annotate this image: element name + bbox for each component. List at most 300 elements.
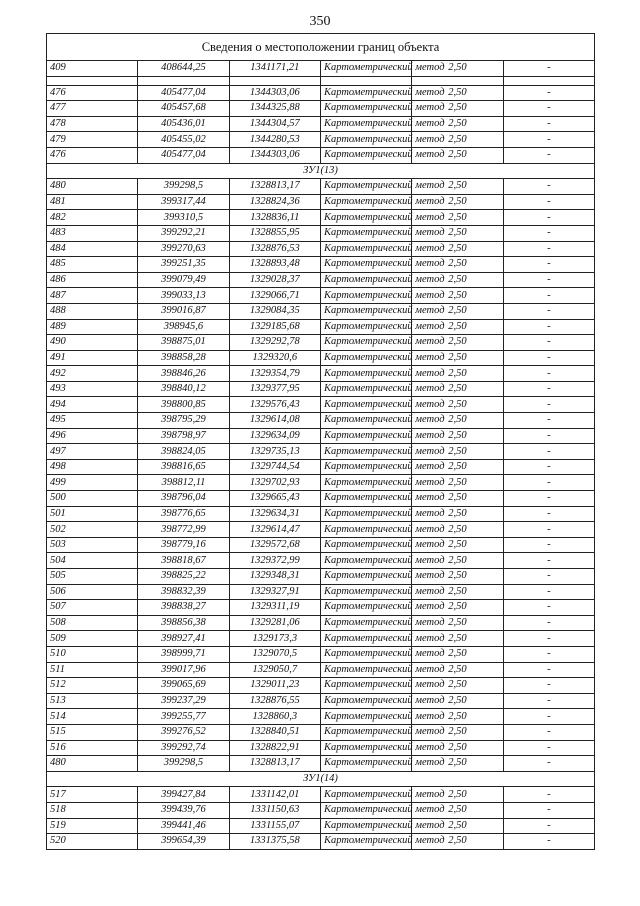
point-number-cell: 519 [47,818,138,834]
method-cell: Картометрический метод [320,537,411,553]
table-row [47,662,595,678]
method-cell: Картометрический метод [320,85,411,101]
x-coordinate-cell: 398927,41 [138,631,229,647]
point-number-cell: 504 [47,553,138,569]
precision-cell: 2,50 [412,132,503,148]
point-number-cell: 477 [47,101,138,117]
table-title: Сведения о местоположении границ объекта [47,34,595,61]
x-coordinate-cell: 399016,87 [138,303,229,319]
description-cell: - [503,724,594,740]
x-coordinate-cell: 398772,99 [138,522,229,538]
precision-cell: 2,50 [412,257,503,273]
table-row [47,584,595,600]
point-number-cell: 513 [47,693,138,709]
method-cell: Картометрический метод [320,428,411,444]
y-coordinate-cell: 1328893,48 [229,257,320,273]
point-number-cell: 483 [47,225,138,241]
y-coordinate-cell: 1329185,68 [229,319,320,335]
table-row [47,288,595,304]
y-coordinate-cell: 1329320,6 [229,350,320,366]
x-coordinate-cell: 399310,5 [138,210,229,226]
table-row [47,335,595,351]
method-cell: Картометрический метод [320,693,411,709]
description-cell: - [503,194,594,210]
table-row [47,85,595,101]
method-cell: Картометрический метод [320,459,411,475]
precision-cell: 2,50 [412,506,503,522]
precision-cell: 2,50 [412,631,503,647]
x-coordinate-cell: 398818,67 [138,553,229,569]
table-row [47,491,595,507]
description-cell: - [503,537,594,553]
empty-cell [412,76,503,85]
table-row [47,459,595,475]
description-cell: - [503,413,594,429]
description-cell: - [503,459,594,475]
page-number: 350 [309,14,331,29]
description-cell: - [503,335,594,351]
description-cell: - [503,319,594,335]
y-coordinate-cell: 1329377,95 [229,381,320,397]
x-coordinate-cell: 405477,04 [138,147,229,163]
point-number-cell: 503 [47,537,138,553]
table-row [47,272,595,288]
description-cell: - [503,818,594,834]
point-number-cell: 497 [47,444,138,460]
point-number-cell: 481 [47,194,138,210]
y-coordinate-cell: 1331150,63 [229,802,320,818]
x-coordinate-cell: 399292,21 [138,225,229,241]
method-cell: Картометрический метод [320,756,411,772]
y-coordinate-cell: 1328855,95 [229,225,320,241]
y-coordinate-cell: 1329084,35 [229,303,320,319]
description-cell: - [503,709,594,725]
precision-cell: 2,50 [412,678,503,694]
table-row [47,818,595,834]
description-cell: - [503,132,594,148]
precision-cell: 2,50 [412,288,503,304]
y-coordinate-cell: 1329327,91 [229,584,320,600]
precision-cell: 2,50 [412,194,503,210]
description-cell: - [503,272,594,288]
method-cell: Картометрический метод [320,584,411,600]
method-cell: Картометрический метод [320,646,411,662]
method-cell: Картометрический метод [320,101,411,117]
point-number-cell: 480 [47,179,138,195]
description-cell: - [503,834,594,850]
description-cell: - [503,740,594,756]
method-cell: Картометрический метод [320,288,411,304]
precision-cell: 2,50 [412,85,503,101]
y-coordinate-cell: 1341171,21 [229,61,320,77]
table-row [47,147,595,163]
description-cell: - [503,444,594,460]
x-coordinate-cell: 399065,69 [138,678,229,694]
table-row [47,631,595,647]
precision-cell: 2,50 [412,413,503,429]
point-number-cell: 482 [47,210,138,226]
empty-cell [503,76,594,85]
x-coordinate-cell: 399298,5 [138,179,229,195]
y-coordinate-cell: 1329372,99 [229,553,320,569]
empty-cell [47,76,138,85]
precision-cell: 2,50 [412,147,503,163]
method-cell: Картометрический метод [320,787,411,803]
precision-cell: 2,50 [412,553,503,569]
point-number-cell: 492 [47,366,138,382]
method-cell: Картометрический метод [320,257,411,273]
description-cell: - [503,116,594,132]
table-row [47,537,595,553]
point-number-cell: 508 [47,615,138,631]
table-row [47,413,595,429]
description-cell: - [503,491,594,507]
point-number-cell: 495 [47,413,138,429]
point-number-cell: 493 [47,381,138,397]
precision-cell: 2,50 [412,475,503,491]
point-number-cell: 505 [47,569,138,585]
x-coordinate-cell: 399079,49 [138,272,229,288]
description-cell: - [503,428,594,444]
y-coordinate-cell: 1329744,54 [229,459,320,475]
description-cell: - [503,303,594,319]
point-number-cell: 490 [47,335,138,351]
description-cell: - [503,381,594,397]
precision-cell: 2,50 [412,646,503,662]
method-cell: Картометрический метод [320,61,411,77]
method-cell: Картометрический метод [320,210,411,226]
description-cell: - [503,569,594,585]
x-coordinate-cell: 398856,38 [138,615,229,631]
x-coordinate-cell: 399427,84 [138,787,229,803]
precision-cell: 2,50 [412,428,503,444]
point-number-cell: 409 [47,61,138,77]
x-coordinate-cell: 398824,05 [138,444,229,460]
table-row [47,116,595,132]
y-coordinate-cell: 1328876,55 [229,693,320,709]
description-cell: - [503,678,594,694]
precision-cell: 2,50 [412,709,503,725]
x-coordinate-cell: 398800,85 [138,397,229,413]
y-coordinate-cell: 1329311,19 [229,600,320,616]
y-coordinate-cell: 1329354,79 [229,366,320,382]
precision-cell: 2,50 [412,366,503,382]
description-cell: - [503,350,594,366]
table-row [47,257,595,273]
precision-cell: 2,50 [412,802,503,818]
point-number-cell: 480 [47,756,138,772]
y-coordinate-cell: 1328813,17 [229,179,320,195]
table-row [47,397,595,413]
y-coordinate-cell: 1329281,06 [229,615,320,631]
method-cell: Картометрический метод [320,444,411,460]
table-row [47,179,595,195]
precision-cell: 2,50 [412,584,503,600]
point-number-cell: 510 [47,646,138,662]
point-number-cell: 518 [47,802,138,818]
x-coordinate-cell: 399441,46 [138,818,229,834]
point-number-cell: 514 [47,709,138,725]
point-number-cell: 488 [47,303,138,319]
description-cell: - [503,397,594,413]
description-cell: - [503,584,594,600]
method-cell: Картометрический метод [320,147,411,163]
description-cell: - [503,802,594,818]
description-cell: - [503,257,594,273]
y-coordinate-cell: 1328813,17 [229,756,320,772]
precision-cell: 2,50 [412,834,503,850]
method-cell: Картометрический метод [320,802,411,818]
empty-cell [320,76,411,85]
y-coordinate-cell: 1328860,3 [229,709,320,725]
y-coordinate-cell: 1329011,23 [229,678,320,694]
y-coordinate-cell: 1329070,5 [229,646,320,662]
point-number-cell: 479 [47,132,138,148]
table-row [47,319,595,335]
precision-cell: 2,50 [412,600,503,616]
description-cell: - [503,288,594,304]
y-coordinate-cell: 1328840,51 [229,724,320,740]
point-number-cell: 520 [47,834,138,850]
table-row [47,444,595,460]
y-coordinate-cell: 1329576,43 [229,397,320,413]
y-coordinate-cell: 1329634,09 [229,428,320,444]
method-cell: Картометрический метод [320,818,411,834]
point-number-cell: 496 [47,428,138,444]
y-coordinate-cell: 1329173,3 [229,631,320,647]
point-number-cell: 489 [47,319,138,335]
table-row [47,834,595,850]
x-coordinate-cell: 399298,5 [138,756,229,772]
table-row [47,225,595,241]
point-number-cell: 511 [47,662,138,678]
description-cell: - [503,210,594,226]
x-coordinate-cell: 399317,44 [138,194,229,210]
method-cell: Картометрический метод [320,491,411,507]
table-row [47,303,595,319]
description-cell: - [503,179,594,195]
y-coordinate-cell: 1329665,43 [229,491,320,507]
description-cell: - [503,631,594,647]
table-row [47,709,595,725]
y-coordinate-cell: 1329050,7 [229,662,320,678]
table-row [47,210,595,226]
table-row [47,350,595,366]
y-coordinate-cell: 1344280,53 [229,132,320,148]
point-number-cell: 499 [47,475,138,491]
method-cell: Картометрический метод [320,834,411,850]
precision-cell: 2,50 [412,693,503,709]
description-cell: - [503,600,594,616]
table-row [47,241,595,257]
y-coordinate-cell: 1329735,13 [229,444,320,460]
point-number-cell: 476 [47,147,138,163]
table-row [47,569,595,585]
description-cell: - [503,475,594,491]
x-coordinate-cell: 398838,27 [138,600,229,616]
x-coordinate-cell: 405477,04 [138,85,229,101]
table-row [47,756,595,772]
x-coordinate-cell: 398875,01 [138,335,229,351]
method-cell: Картометрический метод [320,662,411,678]
table-row [47,802,595,818]
precision-cell: 2,50 [412,61,503,77]
method-cell: Картометрический метод [320,724,411,740]
precision-cell: 2,50 [412,335,503,351]
table-row [47,381,595,397]
empty-cell [138,76,229,85]
x-coordinate-cell: 398812,11 [138,475,229,491]
section-label: ЗУ1(14) [47,771,595,787]
precision-cell: 2,50 [412,756,503,772]
point-number-cell: 486 [47,272,138,288]
precision-cell: 2,50 [412,491,503,507]
y-coordinate-cell: 1331375,58 [229,834,320,850]
x-coordinate-cell: 398999,71 [138,646,229,662]
x-coordinate-cell: 398858,28 [138,350,229,366]
x-coordinate-cell: 399033,13 [138,288,229,304]
table-row [47,132,595,148]
table-row [47,724,595,740]
y-coordinate-cell: 1329066,71 [229,288,320,304]
point-number-cell: 502 [47,522,138,538]
y-coordinate-cell: 1329028,37 [229,272,320,288]
description-cell: - [503,693,594,709]
precision-cell: 2,50 [412,787,503,803]
table-row [47,428,595,444]
x-coordinate-cell: 398776,65 [138,506,229,522]
precision-cell: 2,50 [412,101,503,117]
method-cell: Картометрический метод [320,413,411,429]
method-cell: Картометрический метод [320,366,411,382]
point-number-cell: 501 [47,506,138,522]
y-coordinate-cell: 1344303,06 [229,147,320,163]
section-label: ЗУ1(13) [47,163,595,179]
method-cell: Картометрический метод [320,319,411,335]
method-cell: Картометрический метод [320,397,411,413]
description-cell: - [503,522,594,538]
method-cell: Картометрический метод [320,132,411,148]
description-cell: - [503,756,594,772]
point-number-cell: 512 [47,678,138,694]
point-number-cell: 506 [47,584,138,600]
method-cell: Картометрический метод [320,740,411,756]
method-cell: Картометрический метод [320,631,411,647]
y-coordinate-cell: 1329614,08 [229,413,320,429]
method-cell: Картометрический метод [320,194,411,210]
table-row [47,787,595,803]
y-coordinate-cell: 1344325,88 [229,101,320,117]
point-number-cell: 485 [47,257,138,273]
precision-cell: 2,50 [412,241,503,257]
y-coordinate-cell: 1329292,78 [229,335,320,351]
y-coordinate-cell: 1331142,01 [229,787,320,803]
method-cell: Картометрический метод [320,522,411,538]
table-row [47,194,595,210]
y-coordinate-cell: 1328824,36 [229,194,320,210]
method-cell: Картометрический метод [320,569,411,585]
table-row [47,740,595,756]
precision-cell: 2,50 [412,179,503,195]
method-cell: Картометрический метод [320,600,411,616]
table-row [47,693,595,709]
point-number-cell: 500 [47,491,138,507]
description-cell: - [503,61,594,77]
point-number-cell: 507 [47,600,138,616]
description-cell: - [503,787,594,803]
table-row [47,615,595,631]
y-coordinate-cell: 1329634,31 [229,506,320,522]
y-coordinate-cell: 1344304,57 [229,116,320,132]
method-cell: Картометрический метод [320,272,411,288]
table-row [47,600,595,616]
precision-cell: 2,50 [412,615,503,631]
x-coordinate-cell: 405455,02 [138,132,229,148]
point-number-cell: 515 [47,724,138,740]
description-cell: - [503,506,594,522]
description-cell: - [503,662,594,678]
precision-cell: 2,50 [412,818,503,834]
method-cell: Картометрический метод [320,615,411,631]
y-coordinate-cell: 1329572,68 [229,537,320,553]
point-number-cell: 516 [47,740,138,756]
x-coordinate-cell: 398798,97 [138,428,229,444]
description-cell: - [503,646,594,662]
method-cell: Картометрический метод [320,179,411,195]
x-coordinate-cell: 398779,16 [138,537,229,553]
x-coordinate-cell: 399276,52 [138,724,229,740]
method-cell: Картометрический метод [320,335,411,351]
table-heading-row [47,34,595,61]
precision-cell: 2,50 [412,444,503,460]
description-cell: - [503,241,594,257]
precision-cell: 2,50 [412,319,503,335]
description-cell: - [503,85,594,101]
x-coordinate-cell: 405436,01 [138,116,229,132]
method-cell: Картометрический метод [320,225,411,241]
precision-cell: 2,50 [412,537,503,553]
y-coordinate-cell: 1344303,06 [229,85,320,101]
x-coordinate-cell: 398832,39 [138,584,229,600]
precision-cell: 2,50 [412,272,503,288]
x-coordinate-cell: 399270,63 [138,241,229,257]
table-row [47,101,595,117]
x-coordinate-cell: 399292,74 [138,740,229,756]
point-number-cell: 517 [47,787,138,803]
y-coordinate-cell: 1329614,47 [229,522,320,538]
table-row [47,522,595,538]
boundary-coordinates-table [46,33,595,850]
y-coordinate-cell: 1328836,11 [229,210,320,226]
description-cell: - [503,615,594,631]
method-cell: Картометрический метод [320,350,411,366]
table-row [47,475,595,491]
table-row [47,366,595,382]
point-number-cell: 491 [47,350,138,366]
x-coordinate-cell: 408644,25 [138,61,229,77]
precision-cell: 2,50 [412,397,503,413]
point-number-cell: 509 [47,631,138,647]
x-coordinate-cell: 398825,22 [138,569,229,585]
table-row [47,553,595,569]
x-coordinate-cell: 398840,12 [138,381,229,397]
precision-cell: 2,50 [412,381,503,397]
method-cell: Картометрический метод [320,381,411,397]
y-coordinate-cell: 1328822,91 [229,740,320,756]
y-coordinate-cell: 1331155,07 [229,818,320,834]
point-number-cell: 494 [47,397,138,413]
point-number-cell: 484 [47,241,138,257]
